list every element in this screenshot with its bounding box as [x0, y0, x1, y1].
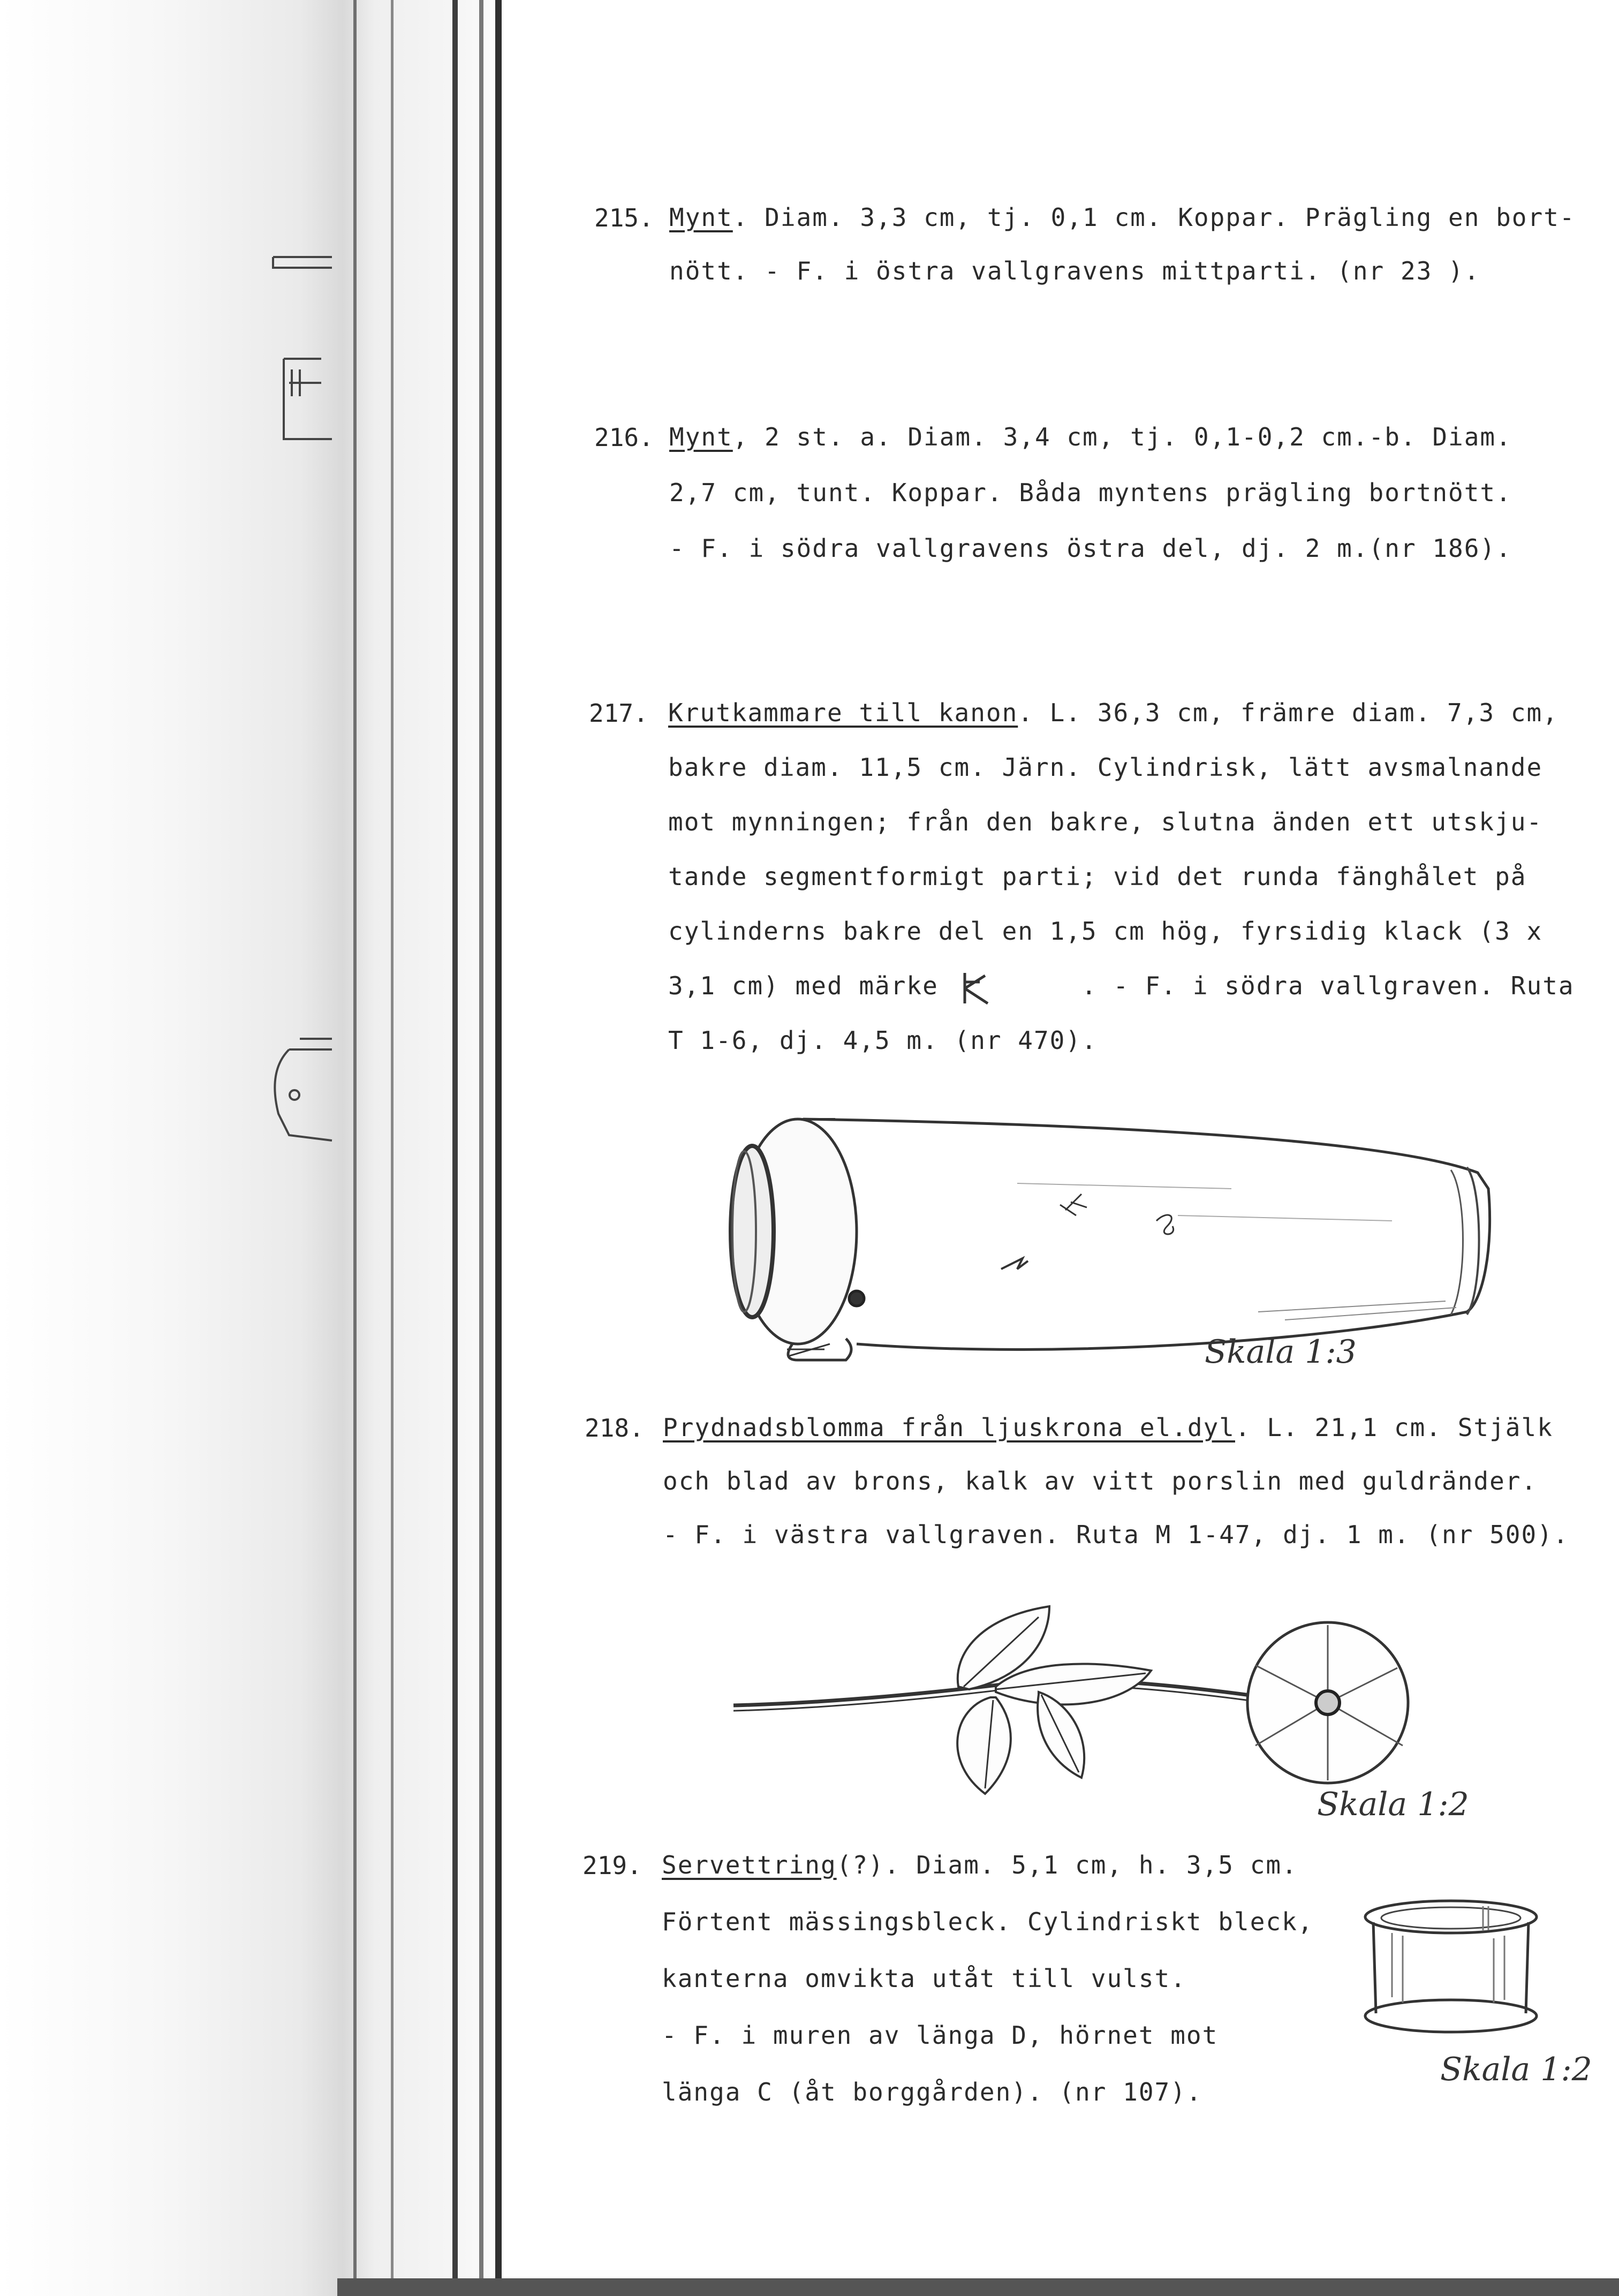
entry-line	[669, 421, 1512, 453]
entry-line: 3,1 cm) med märke . - F. i södra vallgraven. Ruta	[668, 971, 1575, 1000]
entry-line: - F. i muren av länga D, hörnet mot	[662, 2021, 1219, 2050]
page-edge-line	[479, 0, 483, 2296]
powder-chamber-drawing	[696, 1108, 1499, 1387]
page-edge-line	[353, 0, 357, 2296]
entry-number: 216.	[594, 423, 654, 452]
entry-line: - F. i västra vallgraven. Ruta M 1-47, dj. 1 m. (nr 500).	[663, 1520, 1569, 1549]
scale-label: Skala 1:2	[1317, 1786, 1469, 1823]
entry-line: T 1-6, dj. 4,5 m. (nr 470).	[668, 1026, 1098, 1055]
entry-line	[662, 1849, 1298, 1881]
entry-number: 218.	[585, 1414, 644, 1442]
entry-title: Servettring	[662, 1851, 837, 1879]
entry-title: Prydnadsblomma från ljuskrona el.dyl	[663, 1413, 1235, 1442]
entry-line: kanterna omvikta utåt till vulst.	[662, 1964, 1186, 1993]
entry-text: . L. 36,3 cm, främre diam. 7,3 cm,	[1018, 698, 1559, 727]
entry-text: . L. 21,1 cm. Stjälk	[1235, 1413, 1553, 1442]
scale-label: Skala 1:3	[1205, 1333, 1357, 1371]
entry-line: tande segmentformigt parti; vid det runda fänghålet på	[668, 862, 1527, 891]
entry-line: - F. i södra vallgravens östra del, dj. 2 m.(nr 186).	[669, 534, 1512, 563]
decorative-flower-drawing	[728, 1601, 1424, 1804]
entry-line	[663, 1411, 1553, 1444]
entry-line: nött. - F. i östra vallgravens mittparti. (nr 23 ).	[669, 256, 1480, 285]
napkin-ring-drawing	[1355, 1890, 1558, 2051]
entry-line: bakre diam. 11,5 cm. Järn. Cylindrisk, lätt avsmalnande	[668, 753, 1543, 782]
entry-number: 215.	[594, 203, 654, 232]
page-edge-line	[452, 0, 458, 2296]
entry-line: och blad av brons, kalk av vitt porslin med guldränder.	[663, 1467, 1538, 1496]
entry-line	[669, 201, 1576, 233]
page-edge-line	[391, 0, 394, 2296]
page-edge-line	[495, 0, 502, 2296]
entry-title: Mynt	[669, 422, 733, 451]
entry-line: mot mynningen; från den bakre, slutna änden ett utskju-	[668, 807, 1543, 836]
entry-line: länga C (åt borggården). (nr 107).	[662, 2078, 1202, 2106]
entry-line	[668, 697, 1559, 729]
makers-mark-icon	[958, 970, 996, 1008]
entry-number: 219.	[582, 1851, 642, 1880]
entry-title: Mynt	[669, 203, 733, 232]
scale-label: Skala 1:2	[1440, 2051, 1592, 2088]
book-spine-shadow	[0, 0, 503, 2296]
entry-text: (?). Diam. 5,1 cm, h. 3,5 cm.	[836, 1851, 1298, 1879]
page-bottom-edge	[337, 2278, 1619, 2296]
entry-number: 217.	[589, 699, 648, 728]
entry-title: Krutkammare till kanon	[668, 698, 1018, 727]
entry-line: Förtent mässingsbleck. Cylindriskt bleck,	[662, 1907, 1314, 1936]
entry-text: , 2 st. a. Diam. 3,4 cm, tj. 0,1-0,2 cm.-b. Diam.	[732, 422, 1512, 451]
prev-page-fragment-drawing	[257, 236, 343, 1157]
entry-line: cylinderns bakre del en 1,5 cm hög, fyrsidig klack (3 x	[668, 917, 1543, 946]
entry-text: . Diam. 3,3 cm, tj. 0,1 cm. Koppar. Prägling en bort-	[732, 203, 1576, 232]
entry-line: 2,7 cm, tunt. Koppar. Båda myntens prägling bortnött.	[669, 478, 1512, 507]
